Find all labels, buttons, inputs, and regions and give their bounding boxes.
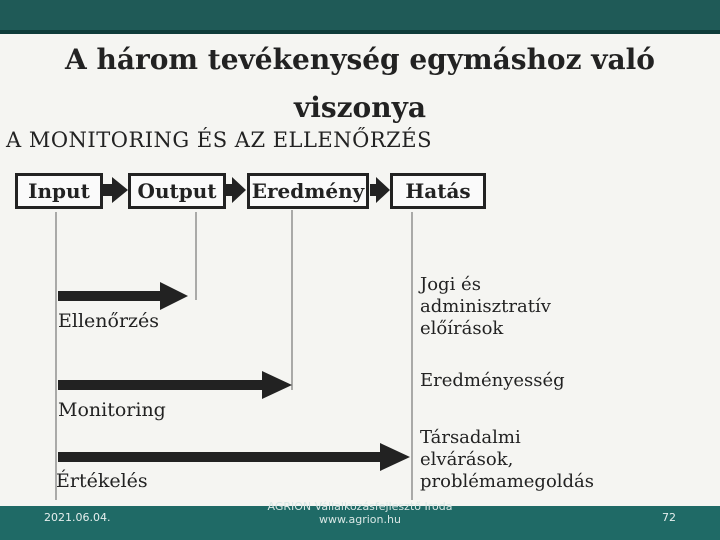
label-ertekeles: Értékelés <box>56 470 148 492</box>
box-hatas: Hatás <box>390 173 486 209</box>
chain-arrow-2 <box>224 177 246 203</box>
label-ellenorzes: Ellenőrzés <box>58 310 160 332</box>
result-jogi-line-3: előírások <box>420 318 504 339</box>
chain-arrow-1 <box>100 177 128 203</box>
title-line-2: viszonya <box>293 91 426 124</box>
ertekeles-arrow <box>58 443 410 471</box>
footer-org-name: AGRION Vállalkozásfejlesztő Iroda <box>267 500 453 513</box>
footer-page-number: 72 <box>662 511 676 524</box>
result-tarsadalmi-line-2: elvárások, <box>420 449 514 470</box>
result-jogi-line-1: Jogi és <box>420 274 481 295</box>
box-eredmeny: Eredmény <box>247 173 369 209</box>
result-jogi <box>420 274 551 340</box>
footer-organization <box>230 500 490 526</box>
section-subtitle: A MONITORING ÉS AZ ELLENŐRZÉS <box>6 128 432 152</box>
result-eredmenyesseg-line-1: Eredményesség <box>420 370 565 391</box>
footer-website-link[interactable]: www.agrion.hu <box>319 513 401 526</box>
result-tarsadalmi-line-1: Társadalmi <box>420 427 521 448</box>
result-jogi-line-2: adminisztratív <box>420 296 551 317</box>
ellenorzes-arrow <box>58 282 188 310</box>
result-tarsadalmi <box>420 427 594 493</box>
footer-date: 2021.06.04. <box>44 511 111 524</box>
result-tarsadalmi-line-3: problémamegoldás <box>420 471 595 492</box>
box-input: Input <box>15 173 103 209</box>
box-output: Output <box>128 173 226 209</box>
result-eredmenyesseg <box>420 370 565 392</box>
chain-arrow-3 <box>370 177 390 203</box>
monitoring-arrow <box>58 371 292 399</box>
title-line-1: A három tevékenység egymáshoz való <box>65 43 655 76</box>
label-monitoring: Monitoring <box>58 399 166 421</box>
